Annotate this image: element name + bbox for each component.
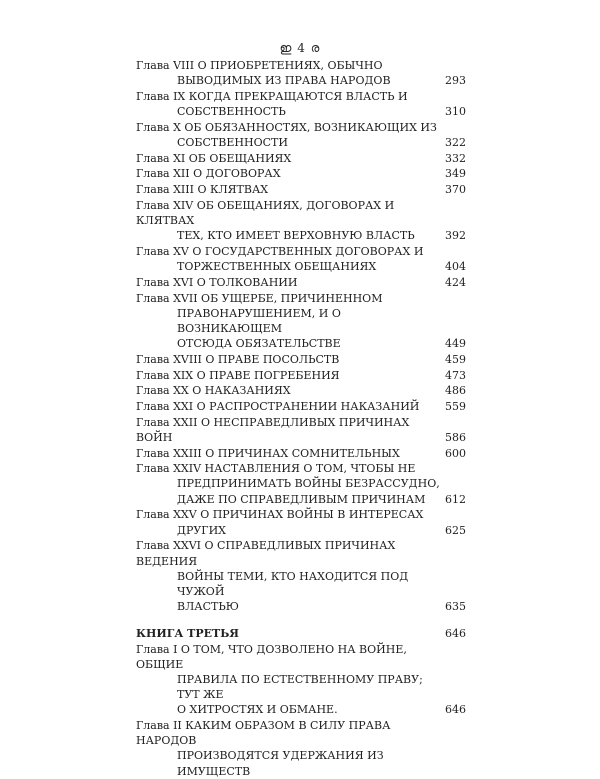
chapter-label: Глава XVII — [136, 291, 202, 305]
chapter-title-text: ОБ УЩЕРБЕ, ПРИЧИНЕННОМ — [201, 291, 383, 305]
toc-entry — [136, 275, 466, 290]
book-heading — [136, 626, 466, 641]
chapter-title-text: ВОЙНЫ ТЕМИ, КТО НАХОДИТСЯ ПОД ЧУЖОЙ — [177, 569, 409, 598]
chapter-title-line — [136, 198, 440, 228]
chapter-page: 559 — [445, 399, 466, 413]
chapter-page: 459 — [445, 352, 466, 366]
chapter-label: Глава XIII — [136, 183, 198, 197]
chapter-title-text: О ХИТРОСТЯХ И ОБМАНЕ. — [177, 703, 338, 717]
chapter-title-continuation — [136, 748, 440, 778]
table-of-contents — [136, 58, 466, 779]
toc-entry — [136, 718, 466, 779]
chapter-page: 424 — [445, 275, 466, 289]
chapter-title-text: О ТОЛКОВАНИИ — [196, 275, 298, 289]
chapter-page: 332 — [445, 151, 466, 165]
chapter-title-text: ВЫВОДИМЫХ ИЗ ПРАВА НАРОДОВ — [177, 74, 391, 88]
chapter-title-line — [136, 507, 440, 522]
toc-entry — [136, 399, 466, 414]
chapter-label: Глава XI — [136, 151, 189, 165]
chapter-title-line — [136, 120, 440, 135]
chapter-title-text: О НАКАЗАНИЯХ — [192, 384, 291, 398]
chapter-label: Глава XV — [136, 244, 193, 258]
chapter-page: 635 — [445, 600, 466, 614]
book-page: 646 — [445, 627, 466, 641]
chapter-title-text: ОБ ОБЕЩАНИЯХ — [188, 151, 292, 165]
toc-entry — [136, 89, 466, 119]
chapter-title-line — [136, 275, 440, 290]
chapter-title-text: НАСТАВЛЕНИЯ О ТОМ, ЧТОБЫ НЕ — [204, 462, 416, 476]
chapter-title-text: КОГДА ПРЕКРАЩАЮТСЯ ВЛАСТЬ И — [188, 89, 408, 103]
chapter-title-text: ОТСЮДА ОБЯЗАТЕЛЬСТВЕ — [177, 337, 341, 351]
chapter-page: 473 — [445, 368, 466, 382]
chapter-page: 392 — [445, 229, 466, 243]
toc-entry — [136, 120, 466, 150]
toc-entry — [136, 291, 466, 352]
chapter-title-text: О ПРИЧИНАХ СОМНИТЕЛЬНЫХ — [205, 446, 400, 460]
chapter-title-line — [136, 182, 440, 197]
page-number: ഇ 4 ര — [279, 41, 321, 55]
chapter-label: Глава XVIII — [136, 352, 206, 366]
chapter-title-text: О РАСПРОСТРАНЕНИИ НАКАЗАНИЙ — [196, 399, 420, 413]
chapter-title-text: ПРЕДПРИНИМАТЬ ВОЙНЫ БЕЗРАССУДНО, — [177, 477, 440, 491]
toc-entry — [136, 642, 466, 718]
chapter-label: Глава XX — [136, 384, 193, 398]
toc-entry — [136, 198, 466, 244]
toc-entry — [136, 58, 466, 88]
chapter-title-text: О ГОСУДАРСТВЕННЫХ ДОГОВОРАХ И — [192, 244, 424, 258]
chapter-label: Глава XVI — [136, 275, 197, 289]
chapter-page: 322 — [445, 136, 466, 150]
chapter-title-text: СОБСТВЕННОСТЬ — [177, 105, 286, 119]
chapter-title-text: О ТОМ, ЧТО ДОЗВОЛЕНО НА ВОЙНЕ, ОБЩИЕ — [136, 642, 407, 671]
chapter-label: Глава XIX — [136, 368, 197, 382]
chapter-title-line — [136, 642, 440, 672]
toc-entry — [136, 538, 466, 614]
chapter-title-text: ТОРЖЕСТВЕННЫХ ОБЕЩАНИЯХ — [177, 260, 377, 274]
chapter-title-continuation — [136, 523, 440, 538]
chapter-label: Глава XIV — [136, 198, 197, 212]
chapter-title-line — [136, 89, 440, 104]
chapter-list-book3 — [136, 642, 466, 779]
chapter-page: 625 — [445, 523, 466, 537]
chapter-label: Глава VIII — [136, 59, 198, 72]
chapter-label: Глава XXI — [136, 399, 197, 413]
chapter-title-text: КАКИМ ОБРАЗОМ В СИЛУ ПРАВА НАРОДОВ — [136, 719, 391, 748]
chapter-label: Глава XXII — [136, 415, 201, 429]
chapter-label: Глава I — [136, 642, 181, 656]
chapter-title-line — [136, 151, 440, 166]
chapter-title-line — [136, 166, 440, 181]
chapter-title-continuation — [136, 702, 440, 717]
chapter-title-text: ТЕХ, КТО ИМЕЕТ ВЕРХОВНУЮ ВЛАСТЬ — [177, 229, 415, 243]
chapter-page: 404 — [445, 260, 466, 274]
chapter-title-continuation — [136, 336, 440, 351]
chapter-page: 370 — [445, 183, 466, 197]
chapter-label: Глава XXV — [136, 508, 201, 522]
chapter-title-continuation — [136, 476, 440, 491]
chapter-title-text: ОБ ОБЕЩАНИЯХ, ДОГОВОРАХ И КЛЯТВАХ — [136, 198, 395, 228]
chapter-title-text: ПРАВОНАРУШЕНИЕМ, И О ВОЗНИКАЮЩЕМ — [177, 306, 341, 335]
chapter-title-continuation — [136, 492, 440, 507]
chapter-title-line — [136, 446, 440, 461]
chapter-page: 600 — [445, 446, 466, 460]
chapter-page: 293 — [445, 74, 466, 88]
chapter-title-text: СОБСТВЕННОСТИ — [177, 136, 288, 150]
chapter-title-line — [136, 58, 440, 73]
chapter-title-line — [136, 461, 440, 476]
chapter-title-text: О ПРИОБРЕТЕНИЯХ, ОБЫЧНО — [197, 59, 383, 72]
chapter-title-line — [136, 399, 440, 414]
chapter-title-line — [136, 415, 440, 445]
chapter-title-continuation — [136, 306, 440, 336]
chapter-title-text: ВЛАСТЬЮ — [177, 600, 239, 614]
chapter-list — [136, 58, 466, 614]
chapter-title-continuation — [136, 73, 440, 88]
toc-entry — [136, 244, 466, 274]
chapter-title-continuation — [136, 599, 440, 614]
chapter-page: 449 — [445, 337, 466, 351]
chapter-title-text: ДАЖЕ ПО СПРАВЕДЛИВЫМ ПРИЧИНАМ — [177, 492, 426, 506]
toc-entry — [136, 352, 466, 367]
chapter-label: Глава XXVI — [136, 539, 205, 553]
chapter-title-text: ПРАВИЛА ПО ЕСТЕСТВЕННОМУ ПРАВУ; ТУТ ЖЕ — [177, 672, 423, 702]
chapter-title-text: О ДОГОВОРАХ — [193, 167, 281, 181]
toc-entry — [136, 383, 466, 398]
chapter-label: Глава XII — [136, 167, 194, 181]
chapter-title-line — [136, 538, 440, 568]
chapter-title-line — [136, 368, 440, 383]
chapter-title-continuation — [136, 259, 440, 274]
chapter-title-text: О ПРАВЕ ПОСОЛЬСТВ — [205, 352, 340, 366]
chapter-title-line — [136, 718, 440, 748]
toc-entry — [136, 368, 466, 383]
chapter-title-continuation — [136, 228, 440, 243]
chapter-title-text: О ПРИЧИНАХ ВОЙНЫ В ИНТЕРЕСАХ — [200, 508, 424, 522]
toc-entry — [136, 507, 466, 537]
chapter-title-line — [136, 383, 440, 398]
chapter-title-text: О КЛЯТВАХ — [197, 183, 269, 197]
chapter-title-text: ПРОИЗВОДЯТСЯ УДЕРЖАНИЯ ИЗ ИМУЩЕСТВ — [177, 749, 384, 778]
chapter-title-continuation — [136, 104, 440, 119]
chapter-title-continuation — [136, 135, 440, 150]
chapter-page: 612 — [445, 492, 466, 506]
chapter-label: Глава II — [136, 719, 186, 733]
chapter-title-text: ОБ ОБЯЗАННОСТЯХ, ВОЗНИКАЮЩИХ ИЗ — [184, 120, 437, 134]
chapter-label: Глава IX — [136, 89, 189, 103]
chapter-page: 310 — [445, 105, 466, 119]
chapter-title-continuation — [136, 569, 440, 599]
book-title: КНИГА ТРЕТЬЯ — [136, 627, 239, 641]
toc-entry — [136, 446, 466, 461]
chapter-page: 486 — [445, 384, 466, 398]
chapter-page: 349 — [445, 167, 466, 181]
chapter-label: Глава X — [136, 120, 185, 134]
chapter-label: Глава XXIII — [136, 446, 206, 460]
toc-entry — [136, 151, 466, 166]
chapter-title-line — [136, 291, 440, 306]
chapter-page: 586 — [445, 430, 466, 444]
chapter-title-text: О НЕСПРАВЕДЛИВЫХ ПРИЧИНАХ ВОЙН — [136, 415, 410, 444]
chapter-title-line — [136, 352, 440, 367]
chapter-title-continuation — [136, 672, 440, 702]
chapter-title-text: О ПРАВЕ ПОГРЕБЕНИЯ — [196, 368, 340, 382]
chapter-title-text: ДРУГИХ — [177, 523, 227, 537]
chapter-title-line — [136, 244, 440, 259]
chapter-page: 646 — [445, 703, 466, 717]
toc-entry — [136, 461, 466, 507]
toc-entry — [136, 182, 466, 197]
toc-entry — [136, 166, 466, 181]
toc-entry — [136, 415, 466, 445]
chapter-label: Глава XXIV — [136, 462, 205, 476]
chapter-title-text: О СПРАВЕДЛИВЫХ ПРИЧИНАХ ВЕДЕНИЯ — [136, 539, 396, 568]
